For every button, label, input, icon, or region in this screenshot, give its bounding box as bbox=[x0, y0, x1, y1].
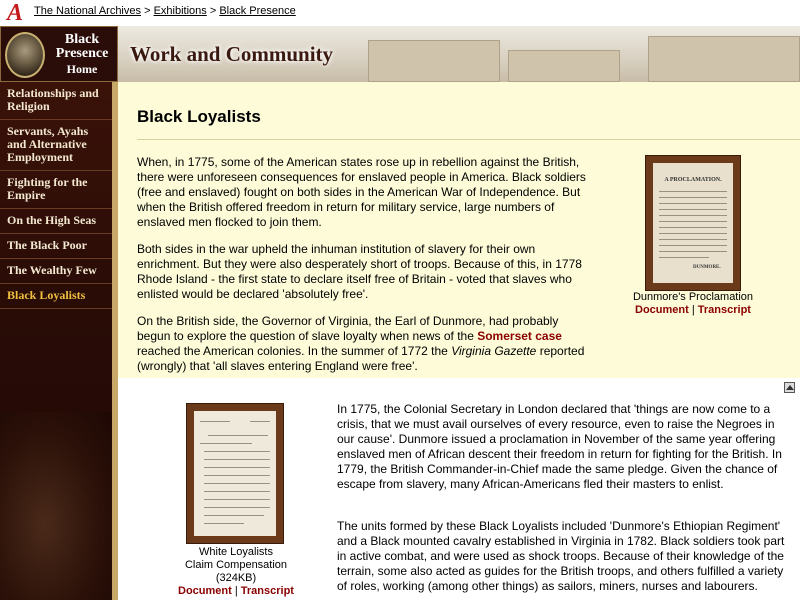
text-line bbox=[208, 435, 268, 436]
text-line bbox=[204, 483, 270, 484]
banner-building bbox=[648, 36, 800, 82]
proclamation-heading: A PROCLAMATION. bbox=[664, 177, 722, 183]
national-archives-logo[interactable]: A bbox=[7, 0, 24, 26]
paragraph-3-text: On the British side, the Governor of Virginia, the Earl of Dunmore, had probably begun to explore the question of slave loyalty when news of the bbox=[137, 314, 559, 343]
breadcrumb-national-archives[interactable]: The National Archives bbox=[34, 5, 141, 17]
text-line bbox=[659, 233, 727, 234]
nav-item-black-poor[interactable]: The Black Poor bbox=[0, 234, 112, 259]
text-line bbox=[204, 499, 270, 500]
section-banner bbox=[118, 26, 800, 82]
nav-item-relationships-religion[interactable]: Relationships and Religion bbox=[0, 82, 112, 120]
text-line bbox=[659, 197, 727, 198]
text-line bbox=[204, 491, 270, 492]
text-line bbox=[659, 239, 727, 240]
figure-caption: Dunmore's Proclamation bbox=[632, 291, 754, 303]
nav-item-fighting-empire[interactable]: Fighting for the Empire bbox=[0, 171, 112, 209]
text-line bbox=[204, 475, 270, 476]
paragraph-1: When, in 1775, some of the American states rose up in rebellion against the British, there were unforeseen consequences for enslaved people in America. Black soldiers (free and enslaved) fought on both sides in the American War of Independence. But when the British offered freedom in return for military service, large numbers of enslaved men flocked to join them. bbox=[137, 155, 586, 229]
breadcrumb-black-presence[interactable]: Black Presence bbox=[219, 5, 296, 17]
paragraph-4: In 1775, the Colonial Secretary in London declared that 'things are now come to a crisis, that we must avail ourselves of every resource, even to raise the Negroes in our cause'. Dunmore issued a proclamation in November of the same year offering enslaved men of African descent their freedom in return for fighting for the British. In 1779, the British Commander-in-Chief made the same pledge. Given the chance of escape from slavery, many African-Americans fled their masters to enlist. bbox=[337, 402, 782, 491]
text-line bbox=[659, 257, 709, 258]
text-line bbox=[659, 215, 727, 216]
nav-item-black-loyalists[interactable]: Black Loyalists bbox=[0, 284, 112, 309]
nav-decoration bbox=[0, 412, 112, 600]
link-separator: | bbox=[234, 585, 238, 597]
text-line bbox=[204, 507, 270, 508]
white-loyalists-claim-image[interactable] bbox=[186, 403, 284, 544]
figure-caption: White Loyalists bbox=[199, 546, 273, 558]
home-title: Black Presence bbox=[55, 32, 109, 61]
text-line bbox=[659, 227, 727, 228]
document-link[interactable]: Document bbox=[178, 585, 232, 597]
banner-building bbox=[368, 40, 500, 82]
nav-item-servants-ayahs[interactable]: Servants, Ayahs and Alternative Employment bbox=[0, 120, 112, 171]
black-presence-home-link[interactable] bbox=[0, 26, 118, 82]
portrait-icon bbox=[5, 32, 45, 78]
breadcrumb-exhibitions[interactable]: Exhibitions bbox=[153, 5, 207, 17]
document-link[interactable]: Document bbox=[635, 304, 689, 316]
text-line bbox=[204, 451, 270, 452]
transcript-link[interactable]: Transcript bbox=[697, 304, 751, 316]
text-line bbox=[204, 523, 244, 524]
breadcrumb-separator: > bbox=[209, 5, 217, 17]
virginia-gazette-title: Virginia Gazette bbox=[451, 344, 537, 358]
text-line bbox=[659, 245, 727, 246]
breadcrumb bbox=[34, 5, 296, 17]
heading-divider bbox=[137, 139, 800, 140]
text-line bbox=[204, 515, 264, 516]
proclamation-signature: DUNMORE. bbox=[693, 265, 721, 270]
text-line bbox=[204, 467, 270, 468]
link-separator: | bbox=[691, 304, 695, 316]
paragraph-3-text: reported (wrongly) that 'all slaves entering England were free'. bbox=[137, 344, 585, 373]
header-banner bbox=[0, 26, 800, 82]
top-bar bbox=[0, 0, 800, 27]
dunmore-proclamation-image[interactable] bbox=[645, 155, 741, 291]
transcript-link[interactable]: Transcript bbox=[240, 585, 294, 597]
page-title: Black Loyalists bbox=[137, 107, 261, 126]
text-line bbox=[659, 221, 727, 222]
document-paper bbox=[194, 411, 276, 536]
left-navigation bbox=[0, 82, 112, 600]
file-size: (324KB) bbox=[215, 572, 257, 584]
banner-building bbox=[508, 50, 620, 82]
dunmore-proclamation-caption bbox=[618, 291, 768, 317]
home-label: Home bbox=[66, 62, 98, 76]
paragraph-5: The units formed by these Black Loyalists included 'Dunmore's Ethiopian Regiment' and a Black mounted cavalry established in Virginia in 1782. Black soldiers took part in active combat, and were used as shock troops. Because of their knowledge of the terrain, some also acted as guides for the British troops, and others fulfilled a variety of roles, working (among other things) as sailors, miners, nurses and labourers. bbox=[337, 519, 785, 593]
figure-caption: Claim Compensation bbox=[184, 559, 288, 571]
paragraph-2: Both sides in the war upheld the inhuman institution of slavery for their own enrichment. But they were also desperately short of troops. Because of this, in 1778 Rhode Island - the first state to declare itself free of Britain - voted that slaves who enlisted would be declared 'absolutely free'. bbox=[137, 242, 582, 301]
document-paper bbox=[653, 163, 733, 283]
section-title: Work and Community bbox=[130, 42, 334, 66]
paragraph-3-text: reached the American colonies. In the summer of 1772 the bbox=[137, 344, 452, 358]
text-line bbox=[659, 209, 727, 210]
up-arrow-icon[interactable] bbox=[784, 382, 795, 393]
text-line bbox=[200, 443, 252, 444]
text-line bbox=[659, 191, 727, 192]
figure-links bbox=[166, 585, 306, 598]
text-line bbox=[200, 421, 230, 422]
breadcrumb-separator: > bbox=[144, 5, 151, 17]
figure-links bbox=[618, 304, 768, 317]
white-loyalists-caption bbox=[166, 546, 306, 598]
text-line bbox=[204, 459, 270, 460]
text-line bbox=[250, 421, 270, 422]
somerset-case-link[interactable]: Somerset case bbox=[477, 329, 562, 343]
text-line bbox=[659, 251, 727, 252]
nav-item-wealthy-few[interactable]: The Wealthy Few bbox=[0, 259, 112, 284]
nav-item-high-seas[interactable]: On the High Seas bbox=[0, 209, 112, 234]
paragraph-3 bbox=[137, 314, 592, 374]
text-line bbox=[659, 203, 727, 204]
